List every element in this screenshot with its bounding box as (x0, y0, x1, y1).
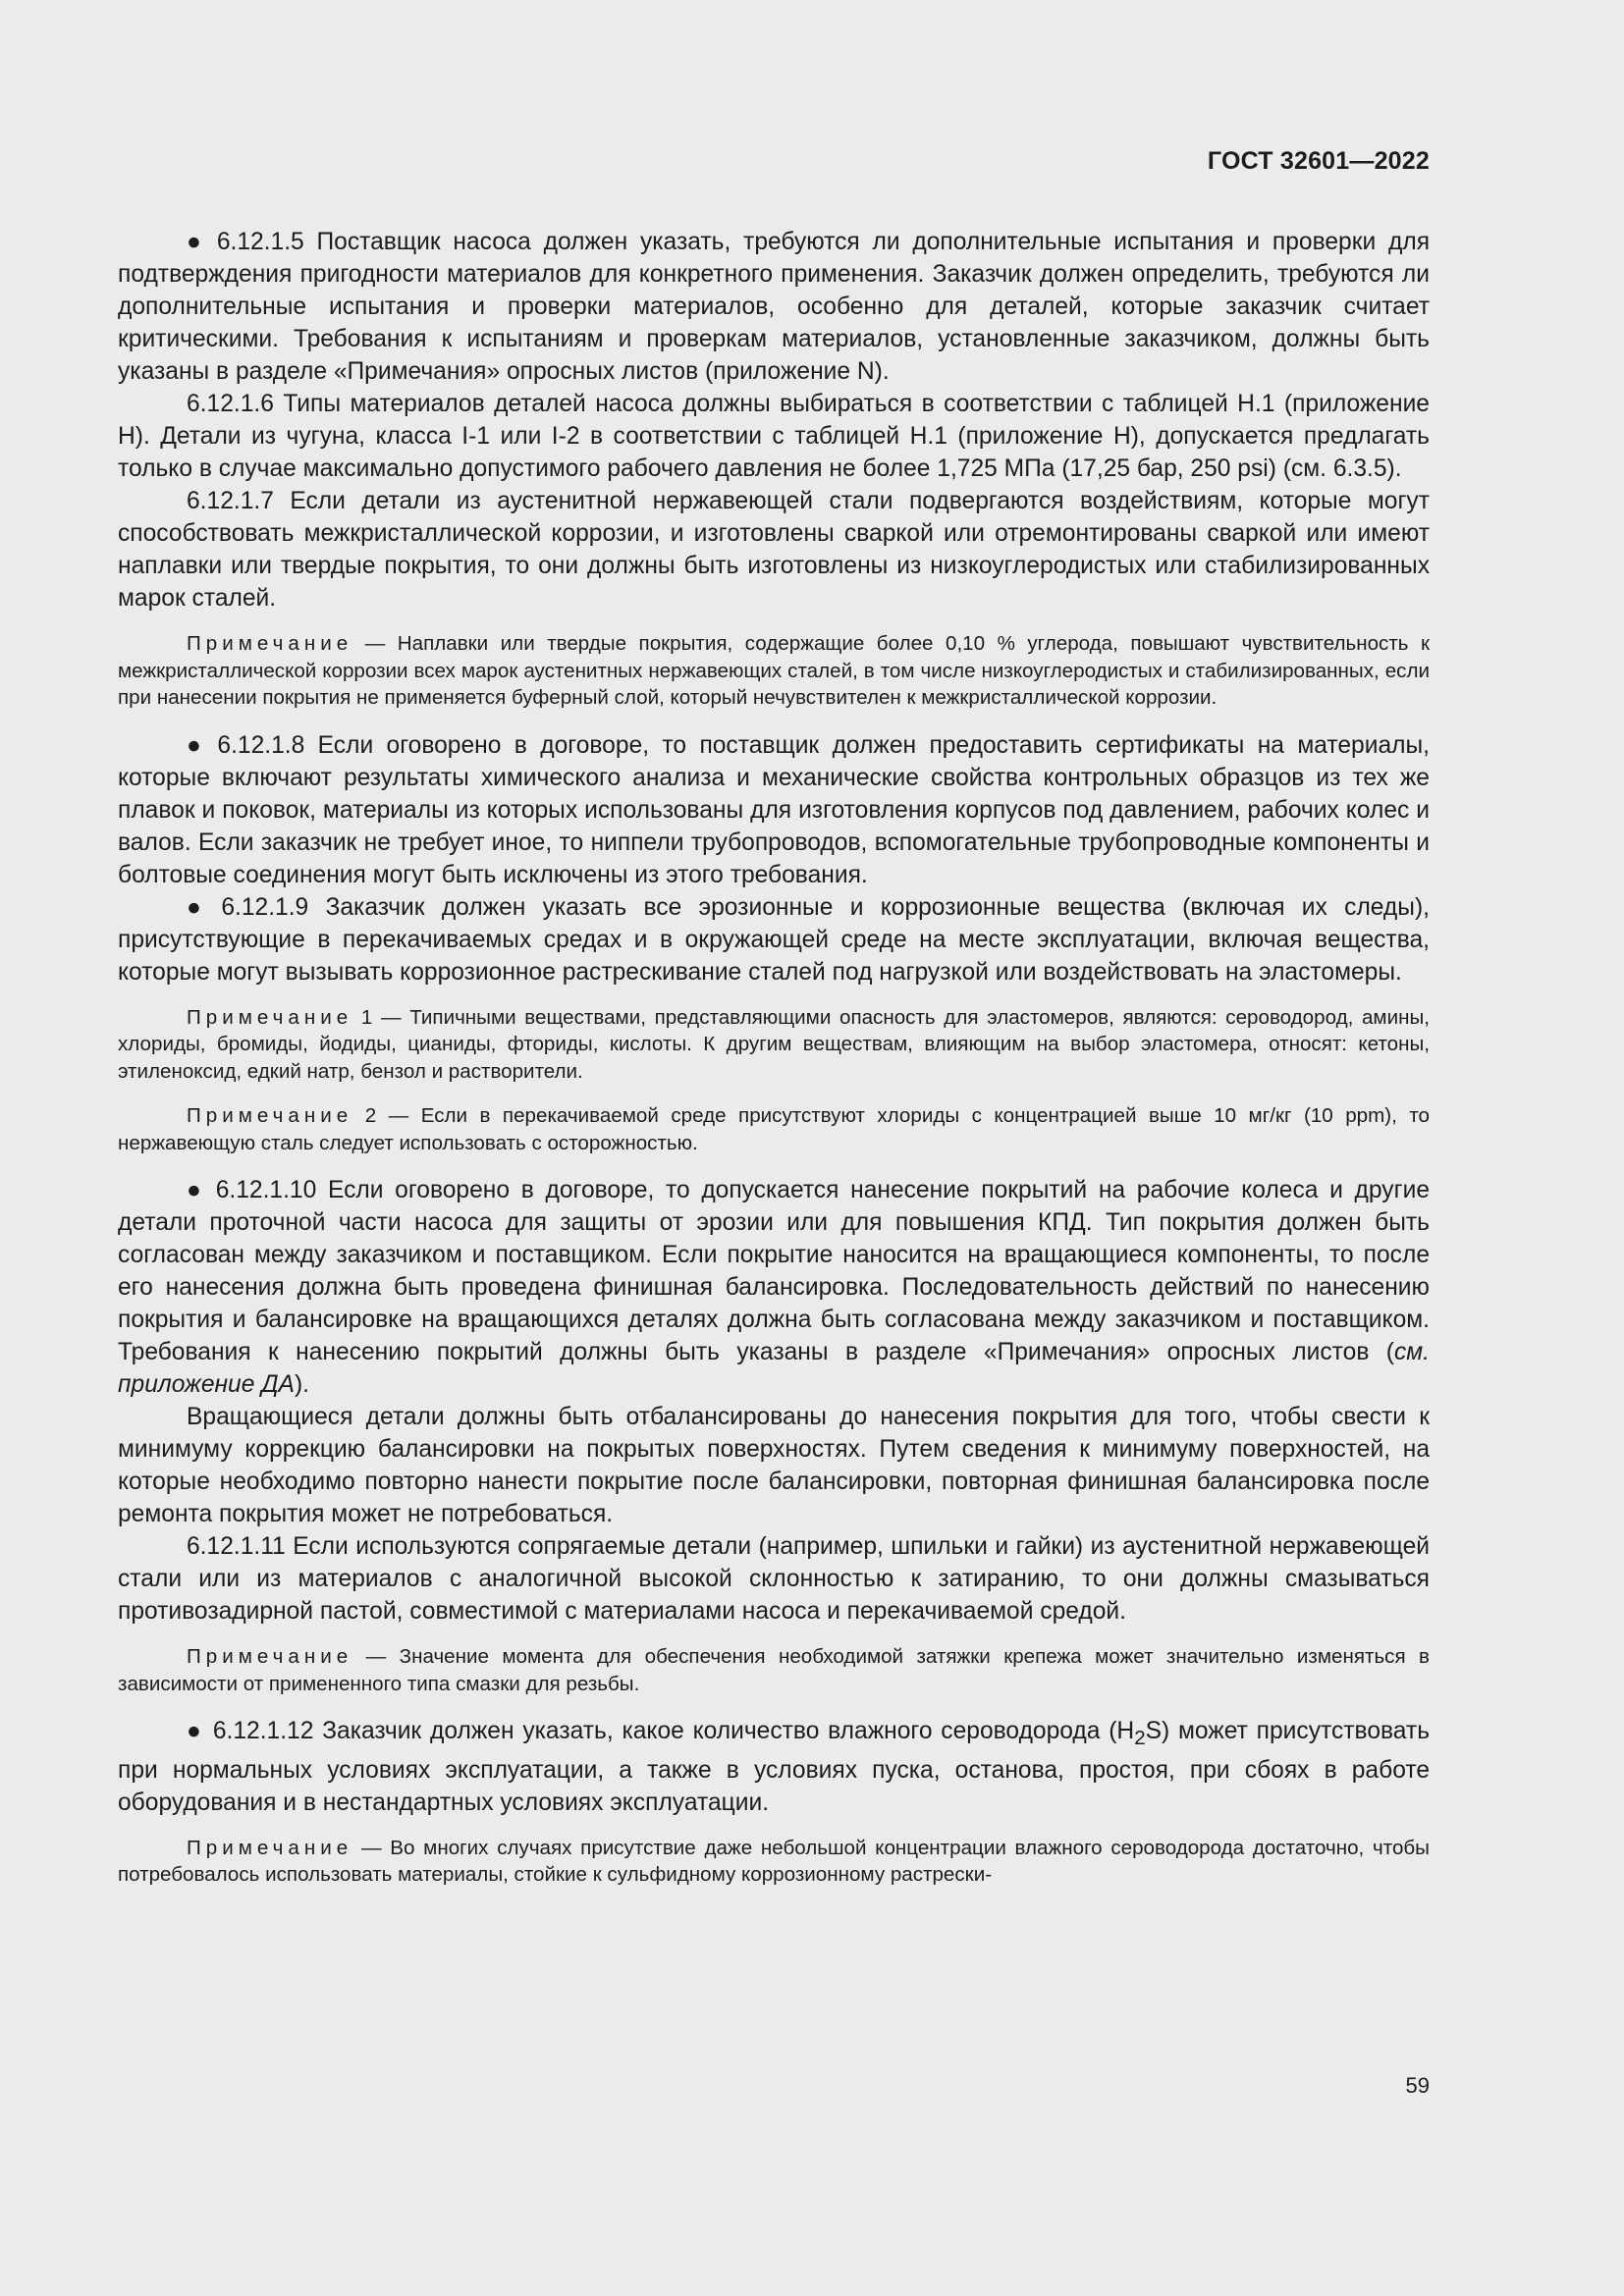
note-1 (118, 630, 1430, 712)
paragraph-text: 6.12.1.9 Заказчик должен указать все эрозионные и коррозионные вещества (включая их следы), присутствующие в перекачиваемых средах и в окружающей среде на месте эксплуатации, включая вещества, которые могут вызывать коррозионное растрескивание сталей под нагрузкой или воздействовать на эластомеры. (118, 893, 1430, 986)
paragraph-text: 6.12.1.12 Заказчик должен указать, какое количество влажного сероводорода (H (212, 1718, 1135, 1744)
note-text: — Во многих случаях присутствие даже небольшой концентрации влажного сероводорода достаточно, чтобы потребовалось использовать материалы, стойкие к сульфидному коррозионному растрески- (118, 1836, 1430, 1887)
paragraph-text: 6.12.1.6 Типы материалов деталей насоса должны выбираться в соответствии с таблицей Н.1 (приложение Н). Детали из чугуна, класса I-1 или I-2 в соответствии с таблицей Н.1 (приложение Н), допускается предлагать только в случае максимально допустимого рабочего давления не более 1,725 МПа (17,25 бар, 250 psi) (см. 6.3.5). (118, 391, 1430, 482)
note-label: Примечание (187, 632, 353, 655)
paragraph-6-12-1-10 (118, 1174, 1430, 1401)
subscript-2: 2 (1134, 1726, 1146, 1749)
paragraph-text: 6.12.1.11 Если используются сопрягаемые детали (например, шпильки и гайки) из аустенитной нержавеющей стали или из материалов с аналогичной высокой склонностью к затиранию, то они должны смазываться противозадирной пастой, совместимой с материалами насоса и перекачиваемой средой. (118, 1533, 1430, 1625)
paragraph-rotating-parts (118, 1401, 1430, 1530)
paragraph-text: 6.12.1.7 Если детали из аустенитной нержавеющей стали подвергаются воздействиям, которые могут способствовать межкристаллической коррозии, и изготовлены сваркой или отремонтированы сваркой или имеют наплавки или твердые покрытия, то они должны быть изготовлены из низкоуглеродистых или стабилизированных марок сталей. (118, 488, 1430, 612)
note-4 (118, 1643, 1430, 1697)
note-text: 1 — Типичными веществами, представляющими опасность для эластомеров, являются: сероводород, амины, хлориды, бромиды, йодиды, цианиды, фториды, кислоты. К другим веществам, влияющим на выбор эластомера, относят: кетоны, этиленоксид, едкий натр, бензол и растворители. (118, 1005, 1430, 1083)
paragraph-6-12-1-12 (118, 1715, 1430, 1819)
paragraph-6-12-1-5 (118, 226, 1430, 388)
note-3 (118, 1102, 1430, 1156)
note-text: — Наплавки или твердые покрытия, содержащие более 0,10 % углерода, повышают чувствительность к межкристаллической коррозии всех марок аустенитных нержавеющих сталей, в том числе низкоуглеродистых и стабилизированных, если при нанесении покрытия не применяется буферный слой, который нечувствителен к межкристаллической коррозии. (118, 632, 1430, 709)
paragraph-6-12-1-7 (118, 485, 1430, 614)
paragraph-text-end: S) может присутствовать при нормальных условиях эксплуатации, а также в условиях пуска, останова, простоя, при сбоях в работе оборудования и в нестандартных условиях эксплуатации. (118, 1718, 1431, 1816)
bullet-icon: ● (187, 229, 207, 255)
paragraph-6-12-1-6 (118, 388, 1430, 485)
bullet-icon: ● (187, 1177, 206, 1203)
note-label: Примечание (187, 1836, 353, 1859)
note-5 (118, 1835, 1430, 1889)
note-text: 2 — Если в перекачиваемой среде присутствуют хлориды с концентрацией выше 10 мг/кг (10 ppm), то нержавеющую сталь следует использовать с осторожностью. (118, 1104, 1430, 1154)
note-label: Примечание (187, 1104, 353, 1127)
paragraph-6-12-1-9 (118, 891, 1430, 988)
paragraph-text: 6.12.1.5 Поставщик насоса должен указать, требуются ли дополнительные испытания и проверки для подтверждения пригодности материалов для конкретного применения. Заказчик должен определить, требуются ли дополнительные испытания и проверки материалов, особенно для деталей, которые заказчик считает критическими. Требования к испытаниям и проверкам материалов, установленные заказчиком, должны быть указаны в разделе «Примечания» опросных листов (приложение N). (118, 229, 1431, 385)
paragraph-text: 6.12.1.10 Если оговорено в договоре, то допускается нанесение покрытий на рабочие колеса и другие детали проточной части насоса для защиты от эрозии или для повышения КПД. Тип покрытия должен быть согласован между заказчиком и поставщиком. Если покрытие наносится на вращающиеся компоненты, то после его нанесения должна быть проведена финишная балансировка. Последовательность действий по нанесению покрытия и балансировке на вращающихся деталях должна быть согласована между заказчиком и поставщиком. Требования к нанесению покрытий должны быть указаны в разделе «Примечания» опросных листов ( (118, 1177, 1430, 1365)
appendix-reference: см. приложение ДА (118, 1339, 1430, 1398)
note-text: — Значение момента для обеспечения необходимой затяжки крепежа может значительно изменяться в зависимости от примененного типа смазки для резьбы. (118, 1645, 1430, 1695)
document-body (118, 226, 1430, 1906)
paragraph-6-12-1-11 (118, 1530, 1430, 1628)
note-2 (118, 1004, 1430, 1086)
paragraph-text: Вращающиеся детали должны быть отбалансированы до нанесения покрытия для того, чтобы свести к минимуму коррекцию балансировки на покрытых поверхностях. Путем сведения к минимуму поверхностей, на которые необходимо повторно нанести покрытие после балансировки, повторная финишная балансировка после ремонта покрытия может не потребоваться. (118, 1404, 1430, 1527)
bullet-icon: ● (187, 893, 212, 921)
paragraph-text-end: ). (294, 1371, 309, 1398)
paragraph-text: 6.12.1.8 Если оговорено в договоре, то поставщик должен предоставить сертификаты на материалы, которые включают результаты химического анализа и механические свойства контрольных образцов из тех же плавок и поковок, материалы из которых использованы для изготовления корпусов под давлением, рабочих колес и валов. Если заказчик не требует иное, то ниппели трубопроводов, вспомогательные трубопроводные компоненты и болтовые соединения могут быть исключены из этого требования. (118, 731, 1431, 888)
bullet-icon: ● (187, 1718, 203, 1744)
note-label: Примечание (187, 1645, 353, 1668)
paragraph-6-12-1-8 (118, 729, 1430, 891)
page-number: 59 (1405, 2073, 1430, 2098)
note-label: Примечание (187, 1005, 353, 1029)
document-header: ГОСТ 32601—2022 (1207, 147, 1430, 175)
bullet-icon: ● (187, 731, 208, 759)
